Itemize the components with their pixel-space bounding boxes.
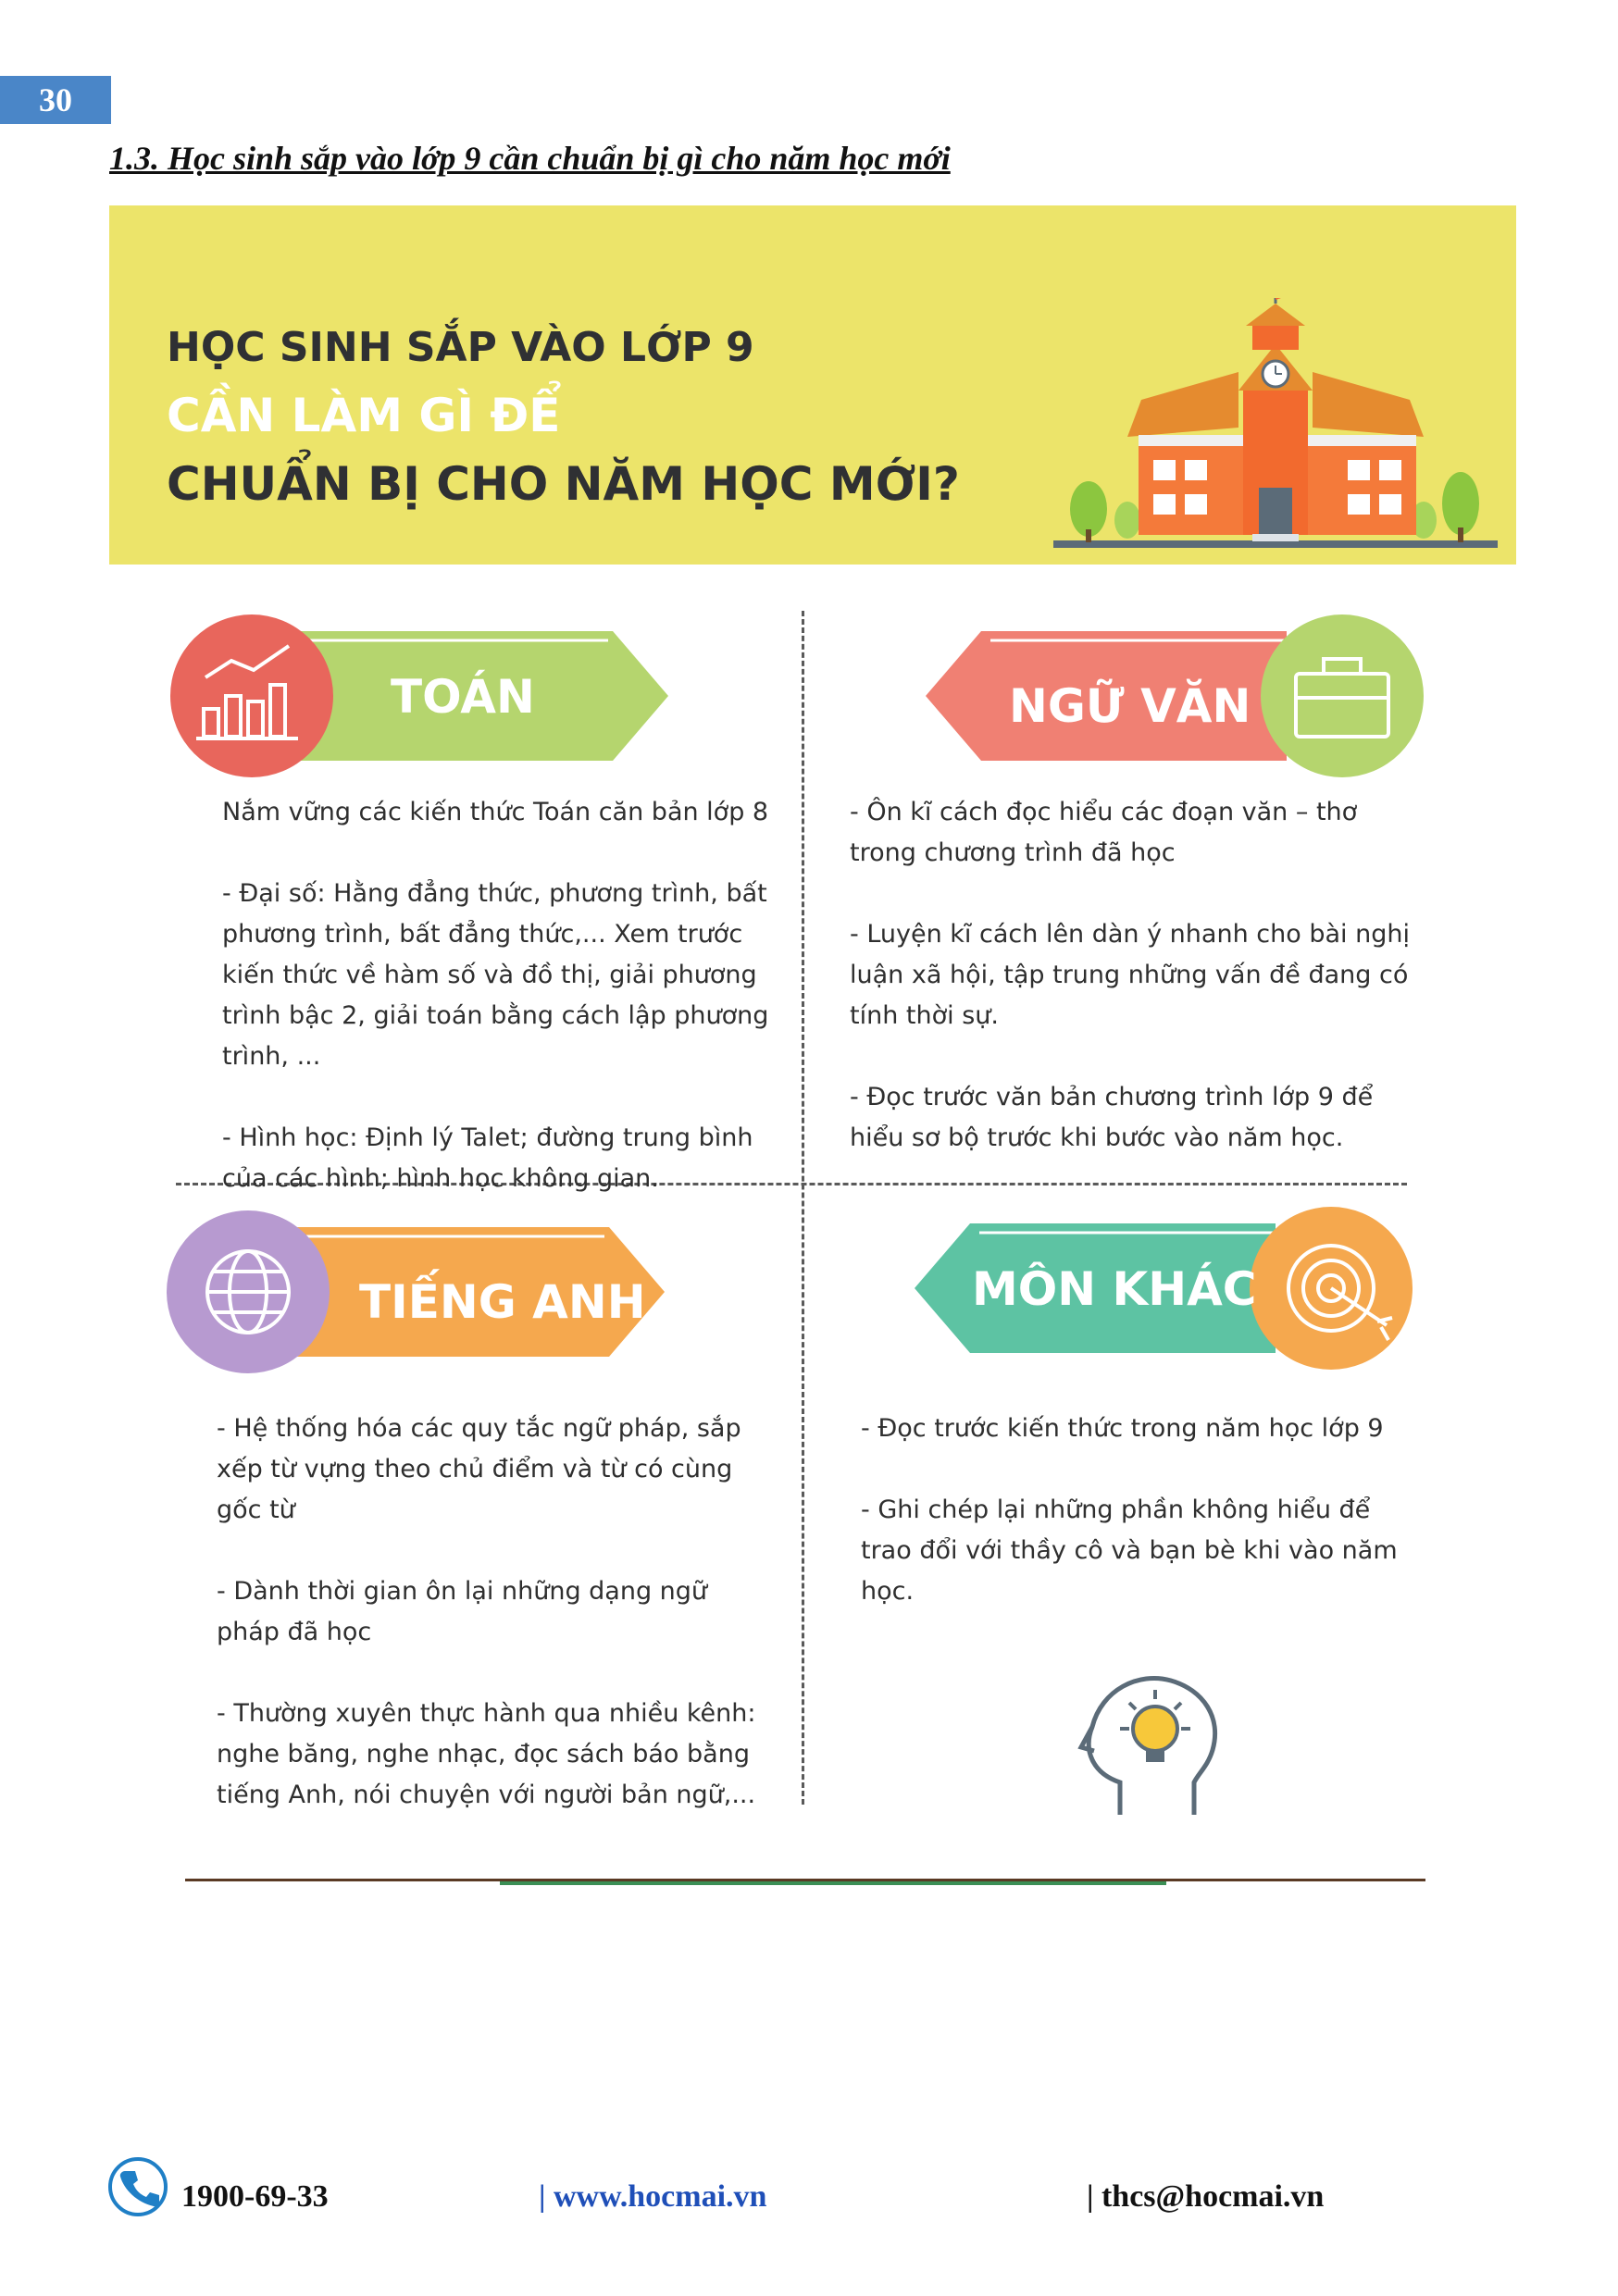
tag-toan-label: TOÁN <box>391 670 535 724</box>
banner-line-1: HỌC SINH SẮP VÀO LỚP 9 <box>167 324 754 371</box>
tag-mon-khac-label: MÔN KHÁC <box>972 1262 1257 1316</box>
ngu-van-paragraph: - Luyện kĩ cách lên dàn ý nhanh cho bài nghị luận xã hội, tập trung những vấn đề đang có tính thời sự. <box>850 920 1410 1030</box>
idea-head-icon <box>1074 1662 1231 1819</box>
tag-mon-khac <box>905 1205 1424 1371</box>
section-heading: 1.3. Học sinh sắp vào lớp 9 cần chuẩn bị gì cho năm học mới <box>109 140 951 177</box>
toan-paragraph: - Đại số: Hằng đẳng thức, phương trình, bất phương trình, bất đẳng thức,... Xem trước kiến thức về hàm số và đồ thị, giải phương trình bậc 2, giải toán bằng cách lập phương trình, ... <box>222 879 769 1071</box>
toan-paragraph: - Hình học: Định lý Talet; đường trung bình của các hình; hình học không gian. <box>222 1123 753 1193</box>
banner-line-3: CHUẨN BỊ CHO NĂM HỌC MỚI? <box>167 457 960 511</box>
mon-khac-paragraph: - Ghi chép lại những phần không hiểu để trao đổi với thầy cô và bạn bè khi vào năm học. <box>861 1496 1398 1606</box>
toan-content <box>222 792 796 1240</box>
tag-tieng-anh-label: TIẾNG ANH <box>359 1275 646 1329</box>
phone-icon <box>107 2156 168 2217</box>
vertical-divider <box>802 611 804 1805</box>
school-building-icon <box>1053 298 1498 566</box>
footer-divider-accent <box>500 1881 1166 1885</box>
page-number: 30 <box>0 76 111 124</box>
tieng-anh-paragraph: - Hệ thống hóa các quy tắc ngữ pháp, sắp xếp từ vựng theo chủ điểm và từ có cùng gốc từ <box>217 1414 741 1524</box>
ngu-van-paragraph: - Đọc trước văn bản chương trình lớp 9 để hiểu sơ bộ trước khi bước vào năm học. <box>850 1083 1374 1152</box>
ngu-van-paragraph: - Ôn kĩ cách đọc hiểu các đoạn văn – thơ trong chương trình đã học <box>850 798 1358 867</box>
tag-ngu-van-label: NGỮ VĂN <box>1009 679 1251 733</box>
ngu-van-content <box>850 792 1424 1199</box>
footer-phone: 1900-69-33 <box>181 2179 329 2214</box>
tieng-anh-paragraph: - Thường xuyên thực hành qua nhiều kênh: nghe băng, nghe nhạc, đọc sách báo bằng tiếng Anh, nói chuyện với người bản ngữ,... <box>217 1699 756 1809</box>
mon-khac-content <box>861 1409 1416 1653</box>
mon-khac-paragraph: - Đọc trước kiến thức trong năm học lớp 9 <box>861 1414 1384 1443</box>
footer-email[interactable]: | thcs@hocmai.vn <box>1087 2179 1325 2214</box>
tieng-anh-content <box>217 1409 772 1856</box>
tag-toan <box>168 613 687 779</box>
footer-website[interactable]: | www.hocmai.vn <box>539 2179 767 2214</box>
banner-line-2: CẦN LÀM GÌ ĐỂ <box>167 389 561 442</box>
banner <box>109 205 1516 565</box>
tag-ngu-van <box>916 613 1435 779</box>
tieng-anh-paragraph: - Dành thời gian ôn lại những dạng ngữ pháp đã học <box>217 1577 708 1646</box>
toan-paragraph: Nắm vững các kiến thức Toán căn bản lớp 8 <box>222 798 769 826</box>
